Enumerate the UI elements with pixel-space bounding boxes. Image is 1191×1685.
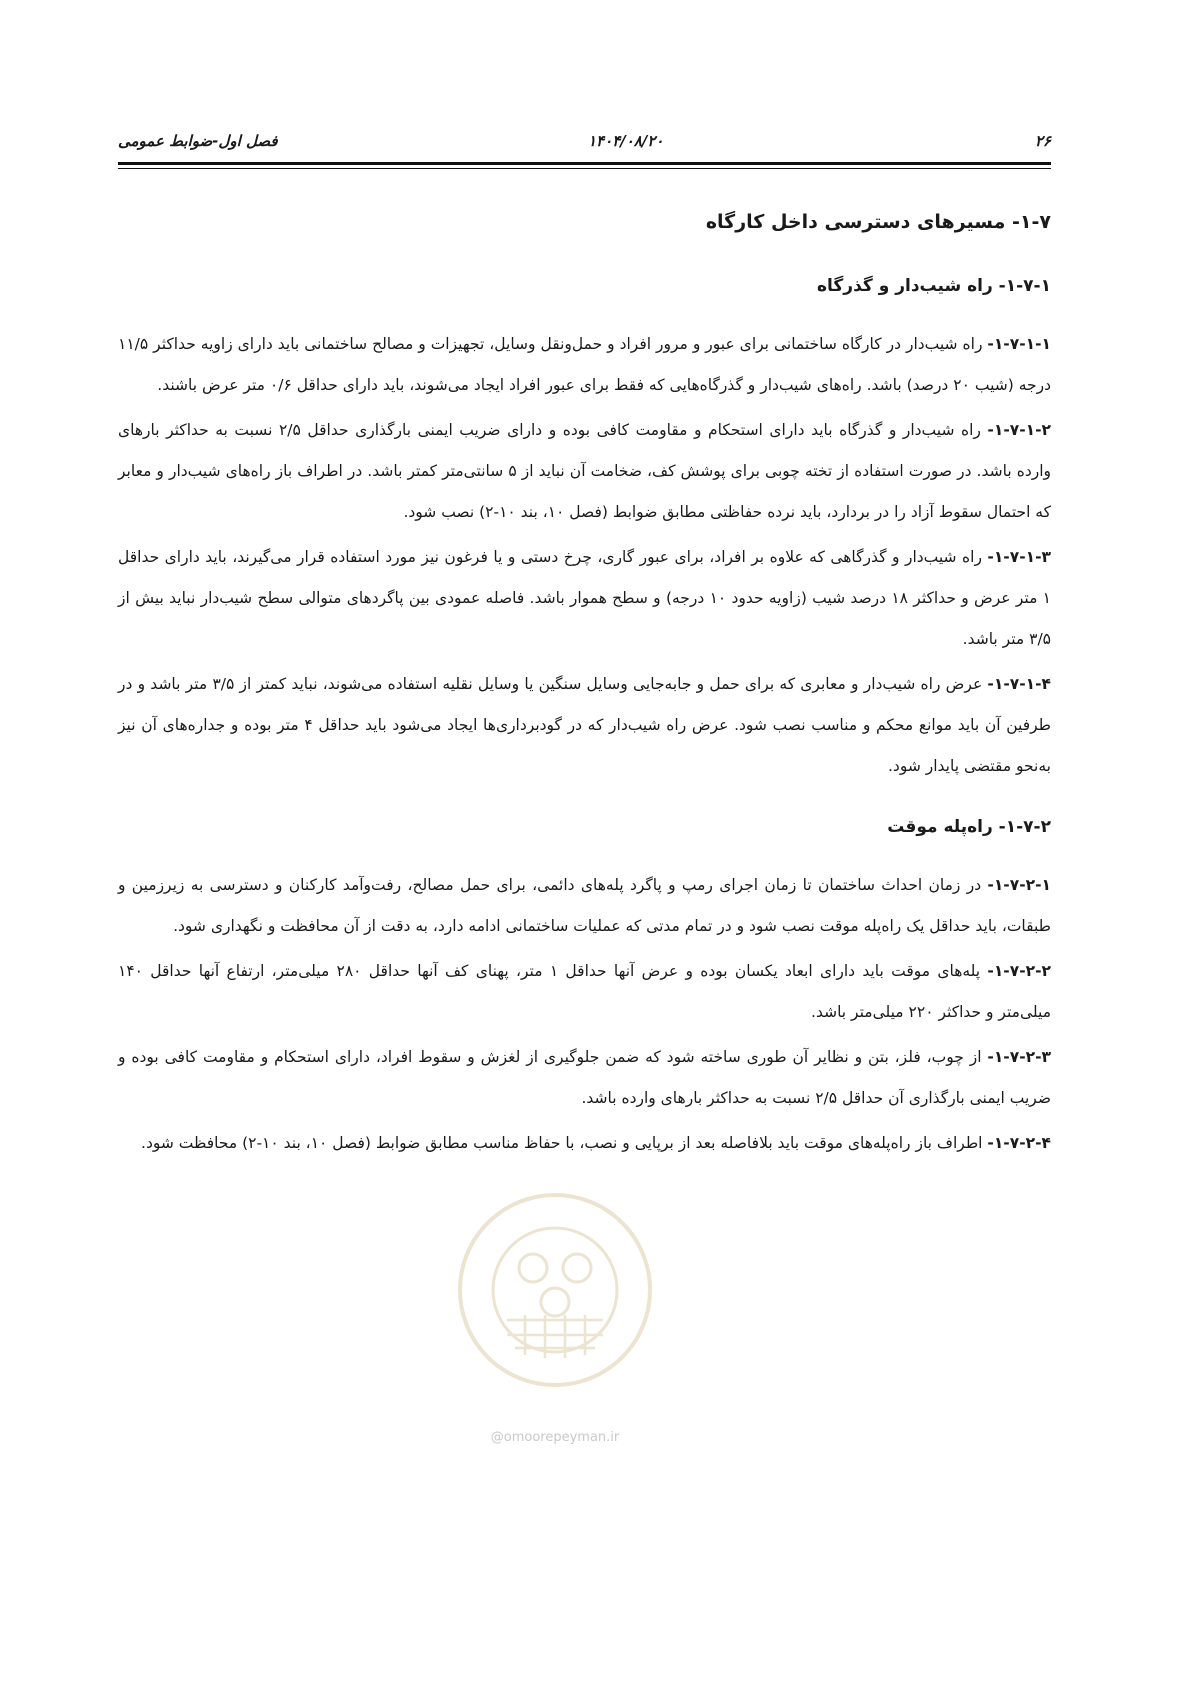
- paragraph-number: ۱-۷-۱-۴-: [987, 675, 1052, 693]
- paragraph-text: اطراف باز راه‌پله‌های موقت باید بلافاصله بعد از برپایی و نصب، با حفاظ مناسب مطابق ضوابط (فصل ۱۰، بند ۱۰-۲) محافظت شود.: [141, 1134, 988, 1152]
- page-body: [118, 200, 1051, 1168]
- header-rule-thick: [118, 162, 1051, 165]
- header-chapter-title: فصل اول-ضوابط عمومی: [118, 132, 278, 150]
- paragraph-1-7-1-1: [118, 324, 1051, 406]
- paragraph-text: راه شیب‌دار و گذرگاهی که علاوه بر افراد، برای عبور گاری، چرخ دستی و یا فرغون نیز مورد استفاده قرار می‌گیرند، باید دارای حداقل ۱ متر عرض و حداکثر ۱۸ درصد شیب (زاویه حدود ۱۰ درجه) و سطح هموار باشد. فاصله عمودی بین پاگردهای متوالی سطح شیب‌دار نباید بیش از ۳/۵ متر باشد.: [118, 548, 1051, 648]
- paragraph-1-7-1-3: [118, 537, 1051, 660]
- paragraph-text: از چوب، فلز، بتن و نظایر آن طوری ساخته شود که ضمن جلوگیری از لغزش و سقوط افراد، دارای استحکام و مقاومت کافی بوده و ضریب ایمنی بارگذاری آن حداقل ۲/۵ نسبت به حداکثر بارهای وارده باشد.: [118, 1048, 1051, 1107]
- paragraph-1-7-2-4: [118, 1123, 1051, 1164]
- paragraph-text: راه شیب‌دار در کارگاه ساختمانی برای عبور و مرور افراد و حمل‌ونقل وسایل، تجهیزات و مصالح ساختمانی باید دارای زاویه حداکثر ۱۱/۵ درجه (شیب ۲۰ درصد) باشد. راه‌های شیب‌دار و گذرگاه‌هایی که فقط برای عبور افراد ایجاد می‌شوند، باید دارای حداقل ۰/۶ متر عرض باشند.: [118, 335, 1051, 394]
- paragraph-1-7-2-3: [118, 1037, 1051, 1119]
- paragraph-text: پله‌های موقت باید دارای ابعاد یکسان بوده و عرض آنها حداقل ۱ متر، پهنای کف آنها حداقل ۲۸۰ میلی‌متر، ارتفاع آنها حداقل ۱۴۰ میلی‌متر و حداکثر ۲۲۰ میلی‌متر باشد.: [118, 962, 1051, 1021]
- paragraph-number: ۱-۷-۱-۲-: [987, 421, 1052, 439]
- paragraph-text: در زمان احداث ساختمان تا زمان اجرای رمپ و پاگرد پله‌های دائمی، برای حمل مصالح، رفت‌وآمد کارکنان و دسترسی به زیرزمین و طبقات، باید حداقل یک راه‌پله موقت نصب شود و در تمام مدتی که عملیات ساختمانی ادامه دارد، به دقت از آن محافظت و نگهداری شود.: [118, 876, 1051, 935]
- watermark-site: @omoorepeyman.ir: [490, 1430, 620, 1445]
- paragraph-text: عرض راه شیب‌دار و معابری که برای حمل و جابه‌جایی وسایل سنگین یا وسایل نقلیه استفاده می‌شوند، نباید کمتر از ۳/۵ متر باشد و در طرفین آن باید موانع محکم و مناسب نصب شود. عرض راه شیب‌دار که در گودبرداری‌ها ایجاد می‌شود باید حداقل ۴ متر بوده و جداره‌های آن نیز به‌نحو مقتضی پایدار شود.: [118, 675, 1051, 775]
- section-heading-1-7-1: ۱-۷-۱- راه شیب‌دار و گذرگاه: [817, 276, 1051, 296]
- paragraph-number: ۱-۷-۲-۱-: [987, 876, 1051, 894]
- header-rule-thin: [118, 168, 1051, 169]
- watermark-seal-icon: [455, 1190, 655, 1390]
- paragraph-1-7-1-4: [118, 664, 1051, 787]
- paragraph-number: ۱-۷-۱-۳-: [987, 548, 1051, 566]
- paragraph-1-7-1-2: [118, 410, 1051, 533]
- section-heading-1-7-2: ۱-۷-۲- راه‌پله موقت: [887, 817, 1051, 837]
- paragraph-number: ۱-۷-۲-۴-: [987, 1134, 1051, 1152]
- paragraph-text: راه شیب‌دار و گذرگاه باید دارای استحکام و مقاومت کافی بوده و دارای ضریب ایمنی بارگذاری حداقل ۲/۵ نسبت به حداکثر بارهای وارده باشد. در صورت استفاده از تخته چوبی برای پوشش کف، ضخامت آن نباید از ۵ سانتی‌متر کمتر باشد. در اطراف باز راه‌های شیب‌دار و معابر که احتمال سقوط آزاد را در بردارد، باید نرده حفاظتی مطابق ضوابط (فصل ۱۰، بند ۱۰-۲) نصب شود.: [118, 421, 1051, 521]
- paragraph-number: ۱-۷-۱-۱-: [987, 335, 1051, 353]
- paragraph-number: ۱-۷-۲-۲-: [987, 962, 1051, 980]
- header-page-number: ۲۶: [1034, 132, 1051, 150]
- section-heading-1-7: ۱-۷- مسیرهای دسترسی داخل کارگاه: [705, 211, 1051, 233]
- paragraph-1-7-2-2: [118, 951, 1051, 1033]
- paragraph-number: ۱-۷-۲-۳-: [987, 1048, 1051, 1066]
- page-header: [118, 132, 1051, 156]
- header-date: ۱۴۰۴/۰۸/۲۰: [588, 132, 664, 150]
- paragraph-1-7-2-1: [118, 865, 1051, 947]
